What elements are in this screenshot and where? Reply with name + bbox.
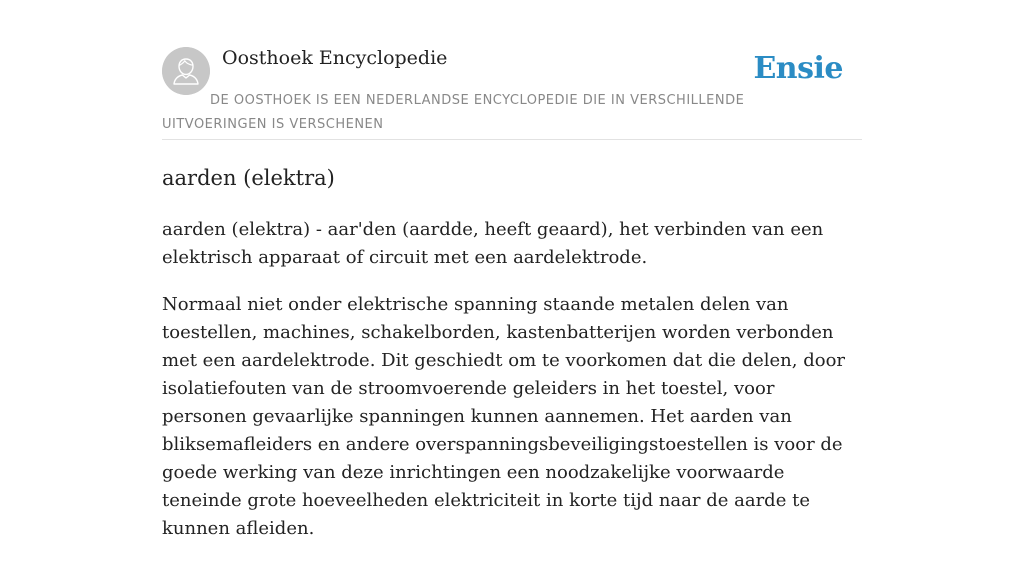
page-header [162,0,862,140]
article-title: aarden (elektra) [162,166,335,190]
site-tagline: DE OOSTHOEK IS EEN NEDERLANDSE ENCYCLOPEDIE DIE IN VERSCHILLENDE UITVOERINGEN IS VERSCHENEN [162,93,745,132]
article-body [162,216,862,562]
article-paragraph: Normaal niet onder elektrische spanning staande metalen delen van toestellen, machines, schakelborden, kastenbatterijen worden verbonden met een aardelektrode. Dit geschiedt om te voorkomen dat die delen, door isolatiefouten van de stroomvoerende geleiders in het toestel, voor personen gevaarlijke spanningen kunnen aannemen. Het aarden van bliksemafleiders en andere overspanningsbeveiligingstoestellen is voor de goede werking van deze inrichtingen een noodzakelijke voorwaarde teneinde grote hoeveelheden elektriciteit in korte tijd naar de aarde te kunnen afleiden. [162,294,846,539]
site-name[interactable]: Oosthoek Encyclopedie [222,47,448,69]
user-silhouette-icon [162,47,210,95]
article-paragraph: aarden (elektra) - aar'den (aardde, heeft geaard), het verbinden van een elektrisch apparaat of circuit met een aardelektrode. [162,219,824,268]
avatar[interactable] [162,47,210,95]
brand-logo[interactable]: Ensie [753,51,843,86]
page-container [162,0,862,539]
